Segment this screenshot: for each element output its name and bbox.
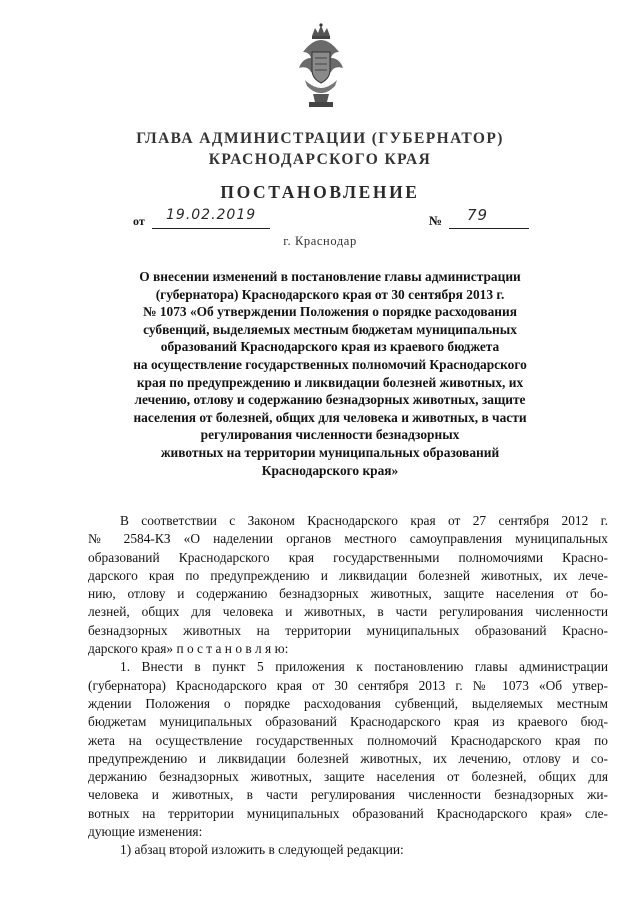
title-line: животных на территории муниципальных образований <box>160 444 500 460</box>
resolution-title <box>95 268 565 479</box>
body-line: 1. Внести в пункт 5 приложения к постановлению главы администрации <box>120 659 608 675</box>
coat-of-arms-emblem <box>295 22 347 110</box>
body-line: жета на осуществление государственных полномочий Краснодарского края по <box>88 732 608 748</box>
document-type-title: ПОСТАНОВЛЕНИЕ <box>220 182 420 202</box>
title-line: регулирования численности безнадзорных <box>200 427 460 443</box>
title-line: лечению, отлову и содержанию безнадзорных животных, защите <box>134 392 526 408</box>
number-underline <box>449 228 529 229</box>
body-line: лезней, общих для человека и животных, в части регулирования численности <box>88 604 608 620</box>
body-line: В соответствии с Законом Краснодарского края от 27 сентября 2012 г. <box>120 513 608 528</box>
title-line: населения от болезней, общих для человека и животных, в части <box>133 409 527 425</box>
body-line: дарского края по предупреждению и ликвидации болезней животных, их лече- <box>88 567 608 583</box>
title-line: субвенций, выделяемых местным бюджетам муниципальных <box>143 321 517 337</box>
body-line: (губернатора) Краснодарского края от 30 сентября 2013 г. № 1073 «Об утвер- <box>88 677 608 693</box>
authority-title-line-2: КРАСНОДАРСКОГО КРАЯ <box>208 151 432 168</box>
authority-title-line-1: ГЛАВА АДМИНИСТРАЦИИ (ГУБЕРНАТОР) <box>136 130 504 147</box>
city-name: г. Краснодар <box>283 234 357 248</box>
title-line: образований Краснодарского края из краевого бюджета <box>160 339 500 355</box>
body-line: человека и животных, в части регулирования численности безнадзорных жи- <box>88 787 608 803</box>
body-line: держанию безнадзорных животных, защите населения от болезней, общих для <box>88 769 608 785</box>
date-underline <box>152 228 270 229</box>
title-line: на осуществление государственных полномочий Краснодарского <box>133 356 527 372</box>
body-line: 1) абзац второй изложить в следующей редакции: <box>120 842 404 858</box>
title-line: № 1073 «Об утверждении Положения о порядке расходования <box>143 304 517 320</box>
body-line: образований Краснодарского края государственными полномочиями Красно- <box>88 549 608 565</box>
number-label: № <box>429 213 443 228</box>
body-line: безнадзорных животных на территории муниципальных образований Красно- <box>88 622 608 638</box>
body-line: бюджетам муниципальных образований Краснодарского края из краевого бюд- <box>88 714 608 730</box>
title-line: (губернатора) Краснодарского края от 30 сентября 2013 г. <box>155 286 505 302</box>
body-line: № 2584-КЗ «О наделении органов местного самоуправления муниципальных <box>88 531 608 547</box>
body-line: нию, отлову и содержанию безнадзорных животных, защите населения от бо- <box>88 586 608 602</box>
title-line: О внесении изменений в постановление главы администрации <box>139 269 521 284</box>
handwritten-number: 79 <box>467 206 489 224</box>
date-label: от <box>133 214 145 228</box>
title-line: края по предупреждению и ликвидации болезней животных, их <box>136 374 524 390</box>
body-line: ждении Положения о порядке расходования субвенций, выделяемых местным <box>88 695 608 711</box>
handwritten-date: 19.02.2019 <box>166 207 257 223</box>
body-line: вотных на территории муниципальных образований Краснодарского края» сле- <box>88 805 608 821</box>
body-text <box>88 512 608 860</box>
body-line: дующие изменения: <box>88 824 203 840</box>
title-line: Краснодарского края» <box>261 462 399 478</box>
body-line: дарского края» п о с т а н о в л я ю: <box>88 641 289 657</box>
body-line: предупреждению и ликвидации болезней животных, их лечению, отлову и со- <box>88 750 608 766</box>
